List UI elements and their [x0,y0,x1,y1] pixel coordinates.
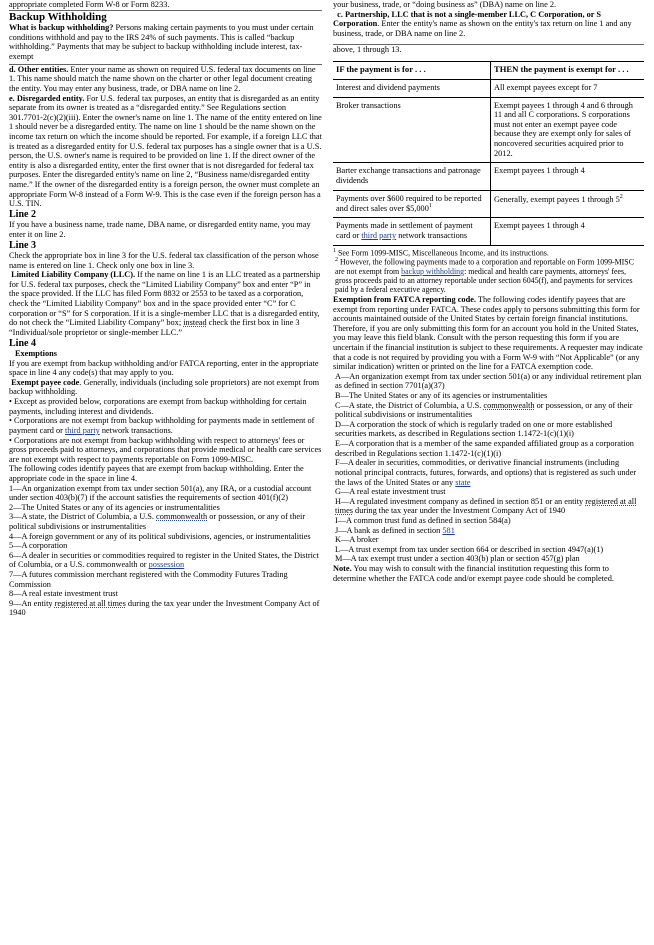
exempt-payee-paragraph [9,378,322,397]
footnote-1 [333,248,644,258]
left-top-fragment: appropriate completed Form W-8 or Form 8233. [9,0,170,9]
footnote-text: See Form 1099-MISC, Miscellaneous Income, and its instructions. [336,248,549,258]
disregarded-entity-paragraph [9,94,322,209]
fatca-paragraph [333,295,644,372]
table-row [333,80,644,98]
fatca-code-l: L—A trust exempt from tax under section 664 or described in section 4947(a)(1) [335,544,604,554]
footnote-ref: 1 [428,203,432,210]
fatca-code-m: M—A tax exempt trust under a section 403(b) plan or section 457(g) plan [335,554,580,564]
exempt-code-9 [9,599,322,618]
line2-heading: Line 2 [9,208,36,220]
table-header-row [333,62,644,80]
exempt-code-4: 4—A foreign government or any of its political subdivisions, agencies, or instrumentalities [9,531,311,541]
bullet-item: • Except as provided below, corporations are exempt from backup withholding for certain payments, including interest and dividends. [9,397,307,416]
third-party-link[interactable]: third party [361,231,397,241]
fatca-code-k: K—A broker [335,535,379,545]
other-entities-text: Enter your name as shown on required U.S. federal tax documents on line 1. This name should match the name shown on the charter or other legal document creating the entity. You may enter any business, trade, or DBA name on line 2. [9,64,316,93]
code-text: 9—An entity [9,598,55,608]
exempt-code-1: 1—An organization exempt from tax under section 501(a), any IRA, or a custodial account under section 403(b)(7) if the account satisfies the requirements of section 401(f)(2) [9,483,312,503]
table-row [333,190,644,218]
table-cell-payment: Broker transactions [333,97,491,163]
bullet-item: • Corporations are not exempt from backup withholding with respect to attorneys' fees or gross proceeds paid to attorneys, and corporations that provide medical or health care services are not exempt with respect to payments reportable on Form 1099-MISC. [9,435,322,464]
note-text: You may wish to consult with the financial institution requesting this form to determine whether the FATCA code and/or exempt payee code should be completed. [333,564,614,583]
above-text: above, 1 through 13. [333,45,402,55]
code-text-end: or possession, or any of their political subdivisions or instrumentalities [335,400,633,420]
cell-text: Generally, exempt payees 1 through 5 [494,194,620,204]
fatca-code-f [333,458,644,487]
fatca-code-g: G—A real estate investment trust [335,487,446,497]
llc-instead-word: instead [183,318,207,328]
line3-text: Check the appropriate box in line 3 for the U.S. federal tax classification of the person whose name is entered on line 1. Check only one box in line 3. [9,251,319,270]
exempt-payee-label: Exempt payee code [11,377,80,387]
bullet-item [9,416,322,435]
exemptions-text: If you are exempt from backup withholding and/or FATCA reporting, enter in the appropriate space in line 4 any code(s) that may apply to you. [9,358,319,378]
footnote-ref: 2 [619,193,623,200]
table-cell-payment [333,218,491,245]
table-cell-payment: Barter exchange transactions and patronage dividends [333,163,491,190]
exempt-code-7: 7—A futures commission merchant registered with the Commodity Futures Trading Commission [9,570,288,589]
right-top-fragment: your business, trade, or “doing business as” (DBA) name on line 2. [333,0,557,9]
note-label: Note. [333,564,352,574]
fatca-text: The following codes identify payees that are exempt from reporting under FATCA. These codes apply to persons submitting this form for accounts maintained outside of the United States by certain foreign financial institutions. Therefore, if you are only submitting this form for an account you hold in the United States, you may leave this field blank. Consult with the person requesting this form if you are uncertain if the financial institution is subject to these requirements. A requester may indicate that a code is not required by providing you with a Form W-9 with “Not Applicable” (or any similar indication) written or printed on the line for a FATCA exemption code. [333,294,643,372]
backup-withholding-paragraph [9,23,322,61]
cell-text: Payments made in settlement of payment card or [336,221,473,241]
exempt-payee-table [333,61,644,246]
right-column [333,0,644,945]
backup-withholding-link[interactable]: backup withholding [401,266,465,276]
fatca-code-c [333,401,644,420]
state-link[interactable]: state [455,477,471,487]
code-text: 6—A dealer in securities or commodities required to register in the United States, the District of Columbia, or a U.S. commonwealth or [9,550,319,570]
code-text: C—A state, the District of Columbia, a U.S. [335,400,484,410]
table-cell-exempt: Exempt payees 1 through 4 [491,163,645,190]
bullet-text-end: network transactions. [99,425,173,435]
code-text: F—A dealer in securities, commodities, or derivative financial instruments (including notional principal contracts, futures, forwards, and options) that is registered as such under the laws of the United States or any [335,458,637,487]
table-cell-payment [333,190,491,218]
code-text-end: or possession, or any of their political subdivisions or instrumentalities [9,512,306,531]
commonwealth-word: commonwealth [483,400,535,410]
third-party-link[interactable]: third party [64,425,100,435]
note-paragraph [333,564,644,583]
llc-label: Limited Liability Company (LLC). [11,270,136,280]
fatca-code-i: I—A common trust fund as defined in section 584(a) [335,515,511,525]
line3-heading: Line 3 [9,239,36,251]
table-cell-exempt: All exempt payees except for 7 [491,80,645,98]
table-cell-exempt: Exempt payees 1 through 4 [491,218,645,245]
code-text: 3—A state, the District of Columbia, a U.S. [9,512,157,522]
line4-heading: Line 4 [9,337,36,349]
code-text: J—A bank as defined in section [335,525,443,535]
section-581-link[interactable]: 581 [442,525,455,535]
backup-withholding-heading: Backup Withholding [9,10,107,23]
llc-paragraph [9,270,322,337]
other-entities-paragraph [9,65,322,94]
fatca-code-j [333,526,644,536]
commonwealth-word: commonwealth [156,512,208,522]
bullet-text: • Corporations are not exempt from backup withholding for payments made in settlement of payment card or [9,416,315,435]
exemptions-heading: Exemptions [15,349,57,359]
fatca-code-d: D—A corporation the stock of which is regularly traded on one or more established securities markets, as described in Regulations section 1.1472-1(c)(1)(i) [335,419,613,439]
table-cell-exempt [491,190,645,218]
cell-text-end: network transactions [396,231,468,241]
partnership-text: . Enter the entity's name as shown on the entity's tax return on line 1 and any business, trade, or DBA name on line 2. [333,19,632,38]
footnote-text-end: : medical and health care payments, attorneys' fees, gross proceeds paid to an attorney reportable under section 6045(f), and payments for services paid by a federal executive agency. [335,266,633,294]
table-row [333,218,644,245]
disregarded-entity-text: For U.S. federal tax purposes, an entity that is disregarded as an entity separate from its owner is treated as a “disregarded entity.” See Regulations section 301.7701-2(c)(2)(iii). Enter the owner's name on line 1. The name of the entity entered on line 1 should never be a disregarded entity. The name on line 1 should be the name shown on the income tax return on which the income should be reported. For example, if a foreign LLC that is treated as a disregarded entity for U.S. federal tax purposes has a single owner that is a U.S. person, the U.S. owner's name is required to be provided on line 1. If the direct owner of the entity is also a disregarded entity, enter the first owner that is not disregarded for federal tax purposes. Enter the disregarded entity's name on line 2, “Business name/disregarded entity name.” If the owner of the disregarded entity is a foreign person, the owner must complete an appropriate Form W-8 instead of a Form W-9. This is the case even if the foreign person has a U.S. TIN. [9,93,322,209]
fatca-code-a: A—An organization exempt from tax under section 501(a) or any individual retirement plan as defined in section 7701(a)(37) [335,371,642,391]
table-header-then: THEN the payment is exempt for . . . [491,62,645,80]
possession-link[interactable]: possession [148,560,185,570]
code-text: H—A regulated investment company as defined in section 851 or an entity [335,496,586,506]
exempt-payee-text: . Generally, individuals (including sole proprietors) are not exempt from backup withholding. [9,377,320,397]
footnote-2 [333,257,644,294]
table-row [333,163,644,190]
table-header-if: IF the payment is for . . . [333,62,491,80]
left-column [9,0,322,945]
llc-text-end: check the first box in line 3 “Individual/sole proprietor or single-member LLC.” [9,318,300,337]
exempt-code-8: 8—A real estate investment trust [9,589,118,599]
fatca-code-h [333,497,644,516]
llc-text: If the name on line 1 is an LLC treated as a partnership for U.S. federal tax purposes, check the “Limited Liability Company” box and enter “P” in the space provided. If the LLC has filed Form 8832 or 2553 to be taxed as a corporation, check the “Limited Liability Company” box and in the space provided enter “C” for C corporation or “S” for S corporation. If it is a single-member LLC that is a disregarded entity, do not check the “Limited Liability Company” box; [9,270,321,328]
disregarded-entity-label: e. Disregarded entity. [9,93,85,103]
footnote-text: However, the following payments made to a corporation and reportable on Form 1099-MISC are not exempt from [335,257,634,276]
partnership-paragraph [333,10,644,39]
table-row [333,97,644,163]
backup-text: Persons making certain payments to you must under certain conditions withhold and pay to the IRS 24% of such payments. This is called “backup withholding.” Payments that may be subject to backup withholding include interest, tax-exempt [9,23,314,62]
registered-phrase: registered at all times [54,598,126,608]
table-cell-exempt: Exempt payees 1 through 4 and 6 through 11 and all C corporations. S corporations must not enter an exempt payee code because they are exempt only for sales of noncovered securities acquired prior to 2012. [491,97,645,163]
line2-text: If you have a business name, trade name, DBA name, or disregarded entity name, you may enter it on line 2. [9,220,311,239]
exempt-code-5: 5—A corporation [9,541,68,551]
fatca-code-e: E—A corporation that is a member of the same expanded affiliated group as a corporation described in Regulations section 1.1472-1(c)(1)(i) [335,439,634,458]
exempt-code-3 [9,512,322,531]
cell-text: Payments over $600 required to be reported and direct sales over $5,000 [336,193,482,213]
codes-intro: The following codes identify payees that are exempt from backup withholding. Enter the appropriate code in the space in line 4. [9,464,304,483]
code-text-end: during the tax year under the Investment Company Act of 1940 [352,506,566,516]
exempt-code-6 [9,551,322,570]
other-entities-label: d. Other entities. [9,64,69,74]
table-cell-payment: Interest and dividend payments [333,80,491,98]
backup-question: What is backup withholding? [9,23,114,33]
code-text-end: during the tax year under the Investment Company Act of 1940 [9,598,320,618]
footnote-number: 1 [333,247,336,254]
fatca-code-b: B—The United States or any of its agencies or instrumentalities [335,391,548,401]
exempt-code-2: 2—The United States or any of its agencies or instrumentalities [9,502,220,512]
registered-phrase: registered at all times [335,496,637,516]
footnote-number: 2 [335,257,338,264]
fatca-label: Exemption from FATCA reporting code. [333,294,476,304]
partnership-label: c. Partnership, LLC that is not a single-member LLC, C Corporation, or S Corporation [333,9,601,29]
